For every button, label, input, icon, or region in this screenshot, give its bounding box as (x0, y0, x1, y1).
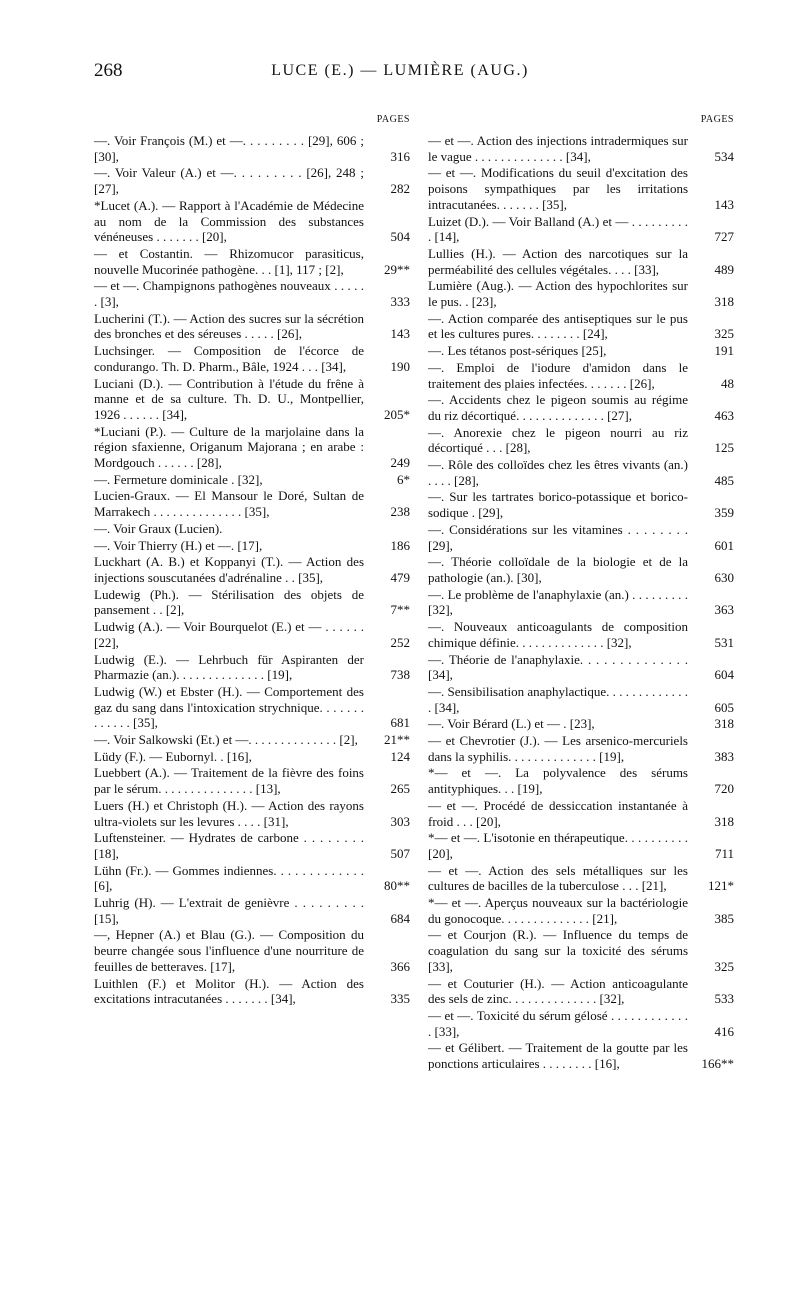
entry-text: Luizet (D.). — Voir Balland (A.) et — . . . . . . . . . . [14], (428, 213, 688, 245)
entry-page-number: 166** (701, 1056, 734, 1072)
entry-page-number: 318 (714, 813, 734, 829)
index-entry (428, 830, 734, 861)
index-entry (94, 278, 410, 309)
entry-text: Luhrig (H). — L'extrait de genièvre . . . . . . . . . [15], (94, 895, 364, 926)
entry-text: Lullies (H.). — Action des narcotiques sur la perméabilité des cellules végétales. . . . [33], (428, 245, 688, 277)
index-entry (428, 652, 734, 683)
entry-text: Luckhart (A. B.) et Koppanyi (T.). — Action des injections souscutanées d'adrénaline . . [35], (94, 554, 364, 585)
index-entry (428, 133, 734, 164)
entry-page-number: 335 (390, 991, 410, 1007)
entry-page-number: 48 (721, 375, 734, 391)
entry-page-number: 265 (390, 781, 410, 797)
entry-page-number: 252 (390, 634, 410, 650)
entry-text: —. Les tétanos post-sériques [25], (428, 343, 607, 359)
entry-text: —, Hepner (A.) et Blau (G.). — Composition du beurre changée sous l'influence d'une nourriture de feuilles de betteraves. [17], (94, 927, 364, 974)
index-entry (94, 424, 410, 471)
entry-text: —. Voir Salkowski (Et.) et —. . . . . . . . . . . . . . [2], (94, 732, 358, 748)
entry-text: *— et —. L'isotonie en thérapeutique. . . . . . . . . . [20], (428, 830, 688, 861)
entry-page-number: 463 (714, 407, 734, 423)
index-entry (94, 732, 410, 748)
entry-page-number: 21** (384, 732, 410, 748)
entry-page-number: 29** (384, 261, 410, 277)
entry-page-number: 385 (714, 910, 734, 926)
index-entry (428, 976, 734, 1007)
entry-page-number: 711 (714, 845, 734, 861)
index-entry (428, 765, 734, 796)
index-entry (428, 1008, 734, 1039)
index-entry (428, 927, 734, 974)
index-entry (428, 716, 734, 732)
entry-page-number: 366 (390, 958, 410, 974)
entry-page-number: 489 (714, 261, 734, 277)
entry-text: — et —. Champignons pathogènes nouveaux . . . . . . [3], (94, 278, 364, 310)
index-entry (94, 927, 410, 974)
entry-page-number: 630 (714, 569, 734, 585)
index-entry (428, 278, 734, 309)
entry-text: Lumière (Aug.). — Action des hypochlorites sur le pus. . [23], (428, 278, 688, 310)
index-entry (94, 587, 410, 618)
entry-page-number: 533 (714, 991, 734, 1007)
entry-page-number: 485 (714, 472, 734, 488)
entry-text: — et Couturier (H.). — Action anticoagulante des sels de zinc. . . . . . . . . . . . . . [32], (428, 975, 688, 1007)
entry-text: Luebbert (A.). — Traitement de la fièvre des foins par le sérum. . . . . . . . . . . . . . . [13], (94, 765, 364, 797)
entry-text: *Luciani (P.). — Culture de la marjolaine dans la région sfaxienne, Origanum Majorana ; en arabe : Mordgouch . . . . . . [28], (94, 423, 364, 471)
entry-page-number: 316 (390, 148, 410, 164)
entry-page-number: 416 (714, 1023, 734, 1039)
index-entry (428, 392, 734, 423)
entry-text: — et —. Modifications du seuil d'excitation des poisons sympathiques par les irritations intracutanées. . . . . . . [35], (428, 165, 688, 212)
entry-page-number: 124 (390, 748, 410, 764)
entry-page-number: 363 (714, 602, 734, 618)
index-entry (94, 684, 410, 731)
index-entry (428, 587, 734, 618)
index-entry (428, 522, 734, 553)
entry-text: Lucherini (T.). — Action des sucres sur la sécrétion des bronches et des séreuses . . . . . [26], (94, 310, 364, 342)
index-entry (428, 425, 734, 456)
entry-text: —. Sensibilisation anaphylactique. . . . . . . . . . . . . . [34], (428, 683, 688, 715)
entry-text: — et —. Action des injections intradermiques sur le vague . . . . . . . . . . . . . . [34], (428, 133, 688, 164)
entry-text: *— et —. La polyvalence des sérums antityphiques. . . [19], (428, 765, 688, 797)
entry-text: Luithlen (F.) et Molitor (H.). — Action des excitations intracutanées . . . . . . . [34], (94, 975, 364, 1007)
entry-text: Lucien-Graux. — El Mansour le Doré, Sultan de Marrakech . . . . . . . . . . . . . . [35], (94, 488, 364, 520)
entry-text: —. Voir Graux (Lucien). (94, 520, 223, 536)
entry-text: Luers (H.) et Christoph (H.). — Action des rayons ultra-violets sur les levures . . . . [31], (94, 797, 364, 829)
entry-page-number: 359 (714, 505, 734, 521)
entry-page-number: 504 (390, 229, 410, 245)
index-entry (94, 198, 410, 245)
entry-page-number: 190 (390, 358, 410, 374)
entry-text: Luftensteiner. — Hydrates de carbone . . . . . . . . [18], (94, 830, 364, 861)
entry-page-number: 249 (390, 455, 410, 471)
entry-page-number: 325 (714, 958, 734, 974)
entry-page-number: 318 (714, 716, 734, 732)
index-entry (428, 684, 734, 715)
entry-text: —. Rôle des colloïdes chez les êtres vivants (an.) . . . . [28], (428, 457, 688, 488)
index-entry (428, 895, 734, 926)
entry-text: —. Théorie de l'anaphylaxie. . . . . . . . . . . . . . [34], (428, 651, 688, 683)
entry-page-number: 534 (714, 148, 734, 164)
index-entry (94, 863, 410, 894)
entry-page-number: 143 (390, 326, 410, 342)
entry-page-number: 7** (390, 602, 410, 618)
entry-text: — et —. Toxicité du sérum gélosé . . . . . . . . . . . . . [33], (428, 1007, 688, 1039)
entry-text: —. Théorie colloïdale de la biologie et de la pathologie (an.). [30], (428, 554, 688, 585)
index-entry (94, 619, 410, 650)
entry-text: —. Emploi de l'iodure d'amidon dans le traitement des plaies infectées. . . . . . . [26], (428, 359, 688, 391)
entry-text: — et Courjon (R.). — Influence du temps de coagulation du sang sur la toxicité des sérums [33], (428, 927, 688, 974)
entry-page-number: 318 (714, 294, 734, 310)
entry-page-number: 6* (397, 471, 410, 487)
index-entry (428, 489, 734, 520)
entry-page-number: 604 (714, 667, 734, 683)
entry-page-number: 531 (714, 634, 734, 650)
entry-page-number: 601 (714, 537, 734, 553)
entry-page-number: 125 (714, 440, 734, 456)
entry-text: — et Costantin. — Rhizomucor parasiticus, nouvelle Mucorinée pathogène. . . [1], 117 ; [2], (94, 245, 364, 277)
running-head: LUCE (E.) — LUMIÈRE (AUG.) (271, 62, 529, 79)
entry-text: —. Nouveaux anticoagulants de composition chimique définie. . . . . . . . . . . . . . [32], (428, 619, 688, 650)
index-entry (94, 749, 410, 765)
entry-page-number: 681 (390, 715, 410, 731)
entry-text: —. Voir Bérard (L.) et — . [23], (428, 716, 595, 732)
entry-page-number: 238 (390, 504, 410, 520)
entry-page-number: 727 (714, 229, 734, 245)
index-entry (428, 733, 734, 764)
entry-page-number: 282 (390, 181, 410, 197)
entry-page-number: 186 (390, 537, 410, 553)
index-entry (94, 311, 410, 342)
index-entry (428, 214, 734, 245)
entry-text: —. Le problème de l'anaphylaxie (an.) . . . . . . . . . [32], (428, 586, 688, 618)
entry-page-number: 143 (714, 196, 734, 212)
entry-text: *Lucet (A.). — Rapport à l'Académie de Médecine au nom de la Commission des substances vénéneuses . . . . . . . [20], (94, 197, 364, 245)
index-entry (94, 246, 410, 277)
index-entry (94, 343, 410, 374)
index-entry (94, 830, 410, 861)
entry-text: —. Considérations sur les vitamines . . . . . . . . [29], (428, 521, 688, 553)
entry-text: — et —. Procédé de dessiccation instantanée à froid . . . [20], (428, 797, 688, 829)
entry-page-number: 191 (714, 343, 734, 359)
index-entry (94, 538, 410, 554)
index-entry (94, 554, 410, 585)
index-entry (94, 765, 410, 796)
entry-page-number: 205* (384, 406, 410, 422)
entry-page-number: 720 (714, 781, 734, 797)
entry-page-number: 383 (714, 748, 734, 764)
entry-page-number: 303 (390, 813, 410, 829)
index-entry (428, 246, 734, 277)
index-entry (94, 976, 410, 1007)
entry-page-number: 121* (708, 878, 734, 894)
index-entry (94, 488, 410, 519)
right-entry-list (428, 133, 734, 1073)
entry-text: Luciani (D.). — Contribution à l'étude du frêne à manne et de sa culture. Th. D. U., Montpellier, 1926 . . . . . . [34], (94, 375, 364, 422)
index-entry (94, 798, 410, 829)
entry-text: Ludwig (W.) et Ebster (H.). — Comportement des gaz du sang dans l'intoxication strychnique. . . . . . . . . . . . . [35], (94, 683, 364, 731)
entry-text: —. Fermeture dominicale . [32], (94, 471, 263, 487)
index-entry (428, 343, 734, 359)
entry-text: Ludwig (E.). — Lehrbuch für Aspiranten der Pharmazie (an.). . . . . . . . . . . . . . [19], (94, 651, 364, 683)
entry-text: — et Gélibert. — Traitement de la goutte par les ponctions articulaires . . . . . . . . [16], (428, 1040, 688, 1072)
entry-page-number: 333 (390, 294, 410, 310)
entry-page-number: 325 (714, 326, 734, 342)
entry-page-number: 605 (714, 699, 734, 715)
entry-page-number: 507 (390, 845, 410, 861)
entry-text: — et —. Action des sels métalliques sur les cultures de bacilles de la tuberculose . . . [21], (428, 862, 688, 894)
entry-text: —. Voir François (M.) et —. . . . . . . . . [29], 606 ; [30], (94, 133, 364, 164)
index-entry (428, 619, 734, 650)
index-entry (428, 311, 734, 342)
index-entry (428, 360, 734, 391)
entry-text: —. Voir Thierry (H.) et —. [17], (94, 537, 263, 553)
index-entry (94, 652, 410, 683)
index-entry (428, 798, 734, 829)
index-entry (94, 472, 410, 488)
entry-page-number: 479 (390, 569, 410, 585)
pages-column-label: PAGES (700, 114, 734, 125)
left-entry-list (94, 133, 410, 1008)
index-entry (94, 895, 410, 926)
index-entry (428, 457, 734, 488)
entry-text: —. Action comparée des antiseptiques sur le pus et les cultures pures. . . . . . . . [24], (428, 310, 688, 342)
entry-text: Lühn (Fr.). — Gommes indiennes. . . . . . . . . . . . . [6], (94, 862, 364, 894)
entry-page-number: 80** (384, 878, 410, 894)
index-entry (94, 376, 410, 423)
entry-text: Ludwig (A.). — Voir Bourquelot (E.) et — . . . . . . [22], (94, 619, 364, 650)
index-entry (94, 165, 410, 196)
page-number: 268 (94, 60, 123, 81)
entry-text: —. Accidents chez le pigeon soumis au régime du riz décortiqué. . . . . . . . . . . . . . [27], (428, 392, 688, 423)
entry-text: —. Sur les tartrates borico-potassique et borico-sodique . [29], (428, 489, 688, 521)
index-entry (428, 554, 734, 585)
entry-text: *— et —. Aperçus nouveaux sur la bactériologie du gonocoque. . . . . . . . . . . . . . [21], (428, 895, 688, 926)
entry-text: —. Anorexie chez le pigeon nourri au riz décortiqué . . . [28], (428, 424, 688, 456)
entry-page-number: 738 (390, 667, 410, 683)
index-entry (428, 863, 734, 894)
index-entry (94, 521, 410, 537)
entry-text: Ludewig (Ph.). — Stérilisation des objets de pansement . . [2], (94, 586, 364, 618)
entry-text: Luchsinger. — Composition de l'écorce de condurango. Th. D. Pharm., Bâle, 1924 . . . [34], (94, 343, 364, 374)
entry-text: —. Voir Valeur (A.) et —. . . . . . . . . [26], 248 ; [27], (94, 165, 364, 197)
index-entry (94, 133, 410, 164)
index-entry (428, 1040, 734, 1071)
entry-text: Lüdy (F.). — Eubornyl. . [16], (94, 748, 252, 764)
pages-column-label: PAGES (376, 114, 410, 125)
index-entry (428, 165, 734, 212)
entry-text: — et Chevrotier (J.). — Les arsenico-mercuriels dans la syphilis. . . . . . . . . . . . . . [19], (428, 733, 688, 764)
entry-page-number: 684 (390, 910, 410, 926)
